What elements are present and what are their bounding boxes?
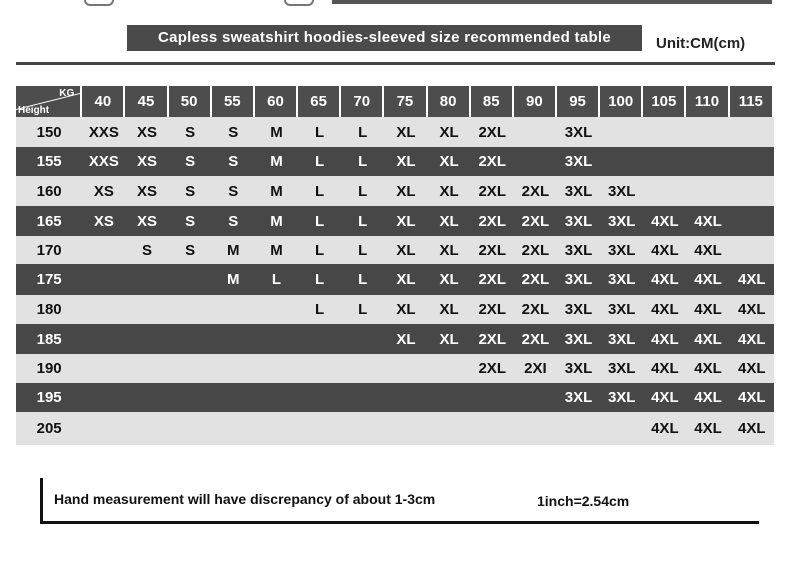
size-cell: S (169, 236, 212, 264)
size-cell: 4XL (686, 383, 729, 412)
table-row (16, 147, 774, 176)
size-cell: 3XL (600, 324, 643, 354)
table-row (16, 324, 774, 354)
size-cell (514, 147, 557, 176)
weight-header-row (16, 86, 774, 117)
size-cell: S (169, 147, 212, 176)
size-cell: L (341, 147, 384, 176)
size-cell: 3XL (557, 147, 600, 176)
size-cell (82, 264, 125, 295)
size-cell: 2XL (471, 147, 514, 176)
size-cell (471, 383, 514, 412)
weight-header-label: 50 (169, 86, 210, 117)
size-cell (384, 354, 427, 383)
weight-header (600, 86, 643, 117)
weight-header-label: 60 (255, 86, 296, 117)
size-cell (514, 117, 557, 147)
size-cell (298, 324, 341, 354)
size-cell: 2XL (514, 176, 557, 206)
weight-header-label: 55 (212, 86, 253, 117)
size-cell (298, 354, 341, 383)
height-cell: 150 (16, 117, 82, 147)
size-cell: 4XL (686, 295, 729, 324)
size-cell (341, 354, 384, 383)
size-cell: XL (384, 236, 427, 264)
size-cell (514, 412, 557, 445)
size-table (16, 86, 774, 445)
table-row (16, 354, 774, 383)
weight-header-label: 45 (125, 86, 166, 117)
size-cell: 4XL (643, 324, 686, 354)
size-cell (169, 412, 212, 445)
size-cell: S (169, 176, 212, 206)
weight-header-label: 110 (686, 86, 727, 117)
size-cell (212, 354, 255, 383)
size-cell: 4XL (643, 412, 686, 445)
size-cell: 4XL (730, 383, 774, 412)
weight-header-label: 75 (384, 86, 425, 117)
size-cell: L (298, 206, 341, 236)
size-cell: 3XL (557, 295, 600, 324)
size-cell (255, 412, 298, 445)
size-cell: L (298, 264, 341, 295)
size-cell (514, 383, 557, 412)
size-cell (686, 117, 729, 147)
size-cell (169, 324, 212, 354)
size-cell: 2XL (514, 295, 557, 324)
footer-note: Hand measurement will have discrepancy of about 1-3cm (54, 491, 436, 507)
size-cell: 2XL (471, 236, 514, 264)
weight-header (730, 86, 774, 117)
size-cell: S (169, 206, 212, 236)
size-cell (212, 412, 255, 445)
size-cell: L (298, 295, 341, 324)
size-cell (730, 236, 774, 264)
top-decoration-left (84, 0, 114, 6)
size-cell: 4XL (643, 354, 686, 383)
size-cell (255, 354, 298, 383)
height-cell: 170 (16, 236, 82, 264)
corner-height-label: Height (18, 105, 50, 116)
height-cell: 205 (16, 412, 82, 445)
size-cell: S (212, 176, 255, 206)
size-cell: XL (384, 206, 427, 236)
size-cell: 2XL (471, 117, 514, 147)
size-cell: XL (384, 264, 427, 295)
size-cell: 4XL (686, 354, 729, 383)
size-cell (125, 295, 168, 324)
size-cell: L (298, 236, 341, 264)
weight-header (384, 86, 427, 117)
size-cell (686, 176, 729, 206)
table-row (16, 176, 774, 206)
size-cell: L (341, 176, 384, 206)
size-cell: 4XL (686, 206, 729, 236)
size-cell: 4XL (730, 354, 774, 383)
size-cell: 2XL (514, 236, 557, 264)
size-cell (125, 264, 168, 295)
unit-label: Unit:CM(cm) (656, 35, 746, 52)
size-cell: 2XL (471, 206, 514, 236)
weight-header (82, 86, 125, 117)
size-cell: 4XL (686, 412, 729, 445)
size-cell: 4XL (686, 324, 729, 354)
size-cell: XL (428, 117, 471, 147)
size-cell: S (212, 147, 255, 176)
size-cell: L (341, 236, 384, 264)
size-cell: 2XL (471, 264, 514, 295)
table-row (16, 295, 774, 324)
size-cell: 4XL (643, 206, 686, 236)
size-cell (125, 354, 168, 383)
size-cell (298, 383, 341, 412)
corner-cell (16, 86, 82, 117)
size-cell (600, 412, 643, 445)
size-cell (730, 206, 774, 236)
size-cell (730, 176, 774, 206)
weight-header (298, 86, 341, 117)
size-cell: M (255, 147, 298, 176)
size-cell (255, 324, 298, 354)
size-cell (169, 354, 212, 383)
size-cell: M (212, 264, 255, 295)
size-cell: XL (428, 176, 471, 206)
weight-header (212, 86, 255, 117)
size-cell: L (341, 264, 384, 295)
size-cell: 2XL (471, 176, 514, 206)
size-cell: XS (82, 176, 125, 206)
weight-header-label: 65 (298, 86, 339, 117)
size-cell (643, 117, 686, 147)
size-cell: 4XL (643, 236, 686, 264)
size-cell (730, 147, 774, 176)
size-cell: XL (428, 264, 471, 295)
weight-header (255, 86, 298, 117)
height-cell: 165 (16, 206, 82, 236)
height-cell: 180 (16, 295, 82, 324)
size-cell: XL (428, 147, 471, 176)
height-cell: 195 (16, 383, 82, 412)
top-bar (332, 0, 772, 4)
size-cell: S (169, 117, 212, 147)
size-cell (82, 324, 125, 354)
height-cell: 190 (16, 354, 82, 383)
size-cell: S (212, 206, 255, 236)
weight-header-label: 90 (514, 86, 555, 117)
size-cell (643, 176, 686, 206)
height-cell: 185 (16, 324, 82, 354)
size-cell: XS (125, 117, 168, 147)
size-cell: S (125, 236, 168, 264)
weight-header-label: 40 (82, 86, 123, 117)
size-cell: 2XL (471, 324, 514, 354)
weight-header (471, 86, 514, 117)
weight-header-label: 85 (471, 86, 512, 117)
weight-header (643, 86, 686, 117)
divider (16, 62, 775, 65)
size-cell: 4XL (686, 264, 729, 295)
size-cell: XL (384, 147, 427, 176)
size-cell: 3XL (557, 206, 600, 236)
size-cell: XS (125, 206, 168, 236)
size-cell: XXS (82, 117, 125, 147)
size-cell: L (255, 264, 298, 295)
size-cell: M (212, 236, 255, 264)
size-cell: L (341, 206, 384, 236)
top-decoration-middle (284, 0, 314, 6)
weight-header (428, 86, 471, 117)
size-cell (730, 117, 774, 147)
size-cell: 2XL (514, 206, 557, 236)
size-cell: 3XL (600, 264, 643, 295)
size-cell: XS (125, 147, 168, 176)
size-cell (169, 383, 212, 412)
page-title: Capless sweatshirt hoodies-sleeved size recommended table (127, 25, 642, 51)
size-cell (255, 383, 298, 412)
table-row (16, 117, 774, 147)
size-cell: L (298, 147, 341, 176)
size-cell: XL (428, 324, 471, 354)
size-cell (341, 324, 384, 354)
size-cell: M (255, 206, 298, 236)
size-cell (428, 412, 471, 445)
height-cell: 175 (16, 264, 82, 295)
size-cell: XL (384, 176, 427, 206)
size-cell (341, 383, 384, 412)
size-cell: 2XI (514, 354, 557, 383)
size-cell: 4XL (643, 383, 686, 412)
size-cell: 2XL (514, 264, 557, 295)
corner-kg-label: KG (59, 88, 75, 99)
size-cell: M (255, 117, 298, 147)
size-cell: L (341, 295, 384, 324)
size-cell (82, 412, 125, 445)
size-cell: 3XL (557, 383, 600, 412)
size-cell: 2XL (471, 354, 514, 383)
size-cell (428, 354, 471, 383)
size-cell (169, 264, 212, 295)
weight-header-label: 100 (600, 86, 641, 117)
size-cell: 3XL (557, 354, 600, 383)
table-row (16, 412, 774, 445)
weight-header (686, 86, 729, 117)
size-cell: XL (428, 236, 471, 264)
size-cell: 4XL (686, 236, 729, 264)
weight-header (557, 86, 600, 117)
size-cell (212, 324, 255, 354)
size-cell (125, 412, 168, 445)
size-cell: 3XL (600, 383, 643, 412)
size-cell: 3XL (600, 295, 643, 324)
size-cell: XL (384, 295, 427, 324)
size-cell: 3XL (557, 176, 600, 206)
size-cell (212, 295, 255, 324)
size-cell (384, 412, 427, 445)
size-cell (686, 147, 729, 176)
size-cell (212, 383, 255, 412)
size-cell: 4XL (730, 264, 774, 295)
table-row (16, 236, 774, 264)
size-cell: L (341, 117, 384, 147)
size-cell: 2XL (471, 295, 514, 324)
size-cell: XL (428, 206, 471, 236)
size-cell (125, 324, 168, 354)
size-cell (471, 412, 514, 445)
size-cell: S (212, 117, 255, 147)
weight-header-label: 95 (557, 86, 598, 117)
size-cell (643, 147, 686, 176)
size-cell: L (298, 117, 341, 147)
weight-header (514, 86, 557, 117)
size-cell: M (255, 236, 298, 264)
size-cell: L (298, 176, 341, 206)
size-cell (384, 383, 427, 412)
size-cell: 3XL (600, 236, 643, 264)
weight-header-label: 70 (341, 86, 382, 117)
size-cell: 3XL (557, 324, 600, 354)
size-cell: 4XL (730, 412, 774, 445)
size-cell: XL (384, 324, 427, 354)
size-cell (600, 117, 643, 147)
size-cell (169, 295, 212, 324)
size-cell (298, 412, 341, 445)
table-row (16, 383, 774, 412)
size-cell: XL (384, 117, 427, 147)
size-cell (125, 383, 168, 412)
height-cell: 160 (16, 176, 82, 206)
height-cell: 155 (16, 147, 82, 176)
size-cell: 3XL (600, 206, 643, 236)
size-cell (255, 295, 298, 324)
weight-header (341, 86, 384, 117)
size-cell: 4XL (730, 324, 774, 354)
size-cell: XS (82, 206, 125, 236)
size-cell: 3XL (557, 236, 600, 264)
size-cell (600, 147, 643, 176)
size-cell: M (255, 176, 298, 206)
size-cell (82, 295, 125, 324)
weight-header-label: 105 (643, 86, 684, 117)
table-row (16, 206, 774, 236)
size-cell (557, 412, 600, 445)
weight-header (169, 86, 212, 117)
size-cell (341, 412, 384, 445)
size-cell: 3XL (600, 176, 643, 206)
size-cell (82, 354, 125, 383)
size-cell: 2XL (514, 324, 557, 354)
weight-header-label: 80 (428, 86, 469, 117)
size-cell: 3XL (557, 264, 600, 295)
size-cell: XXS (82, 147, 125, 176)
size-cell: XS (125, 176, 168, 206)
size-cell (428, 383, 471, 412)
size-cell: 4XL (730, 295, 774, 324)
size-cell: 3XL (600, 354, 643, 383)
size-cell (82, 383, 125, 412)
size-cell: 4XL (643, 295, 686, 324)
table-row (16, 264, 774, 295)
weight-header-label: 115 (730, 86, 772, 117)
footer-conversion: 1inch=2.54cm (537, 493, 630, 509)
size-cell (82, 236, 125, 264)
size-cell: XL (428, 295, 471, 324)
size-cell: 3XL (557, 117, 600, 147)
weight-header (125, 86, 168, 117)
size-cell: 4XL (643, 264, 686, 295)
